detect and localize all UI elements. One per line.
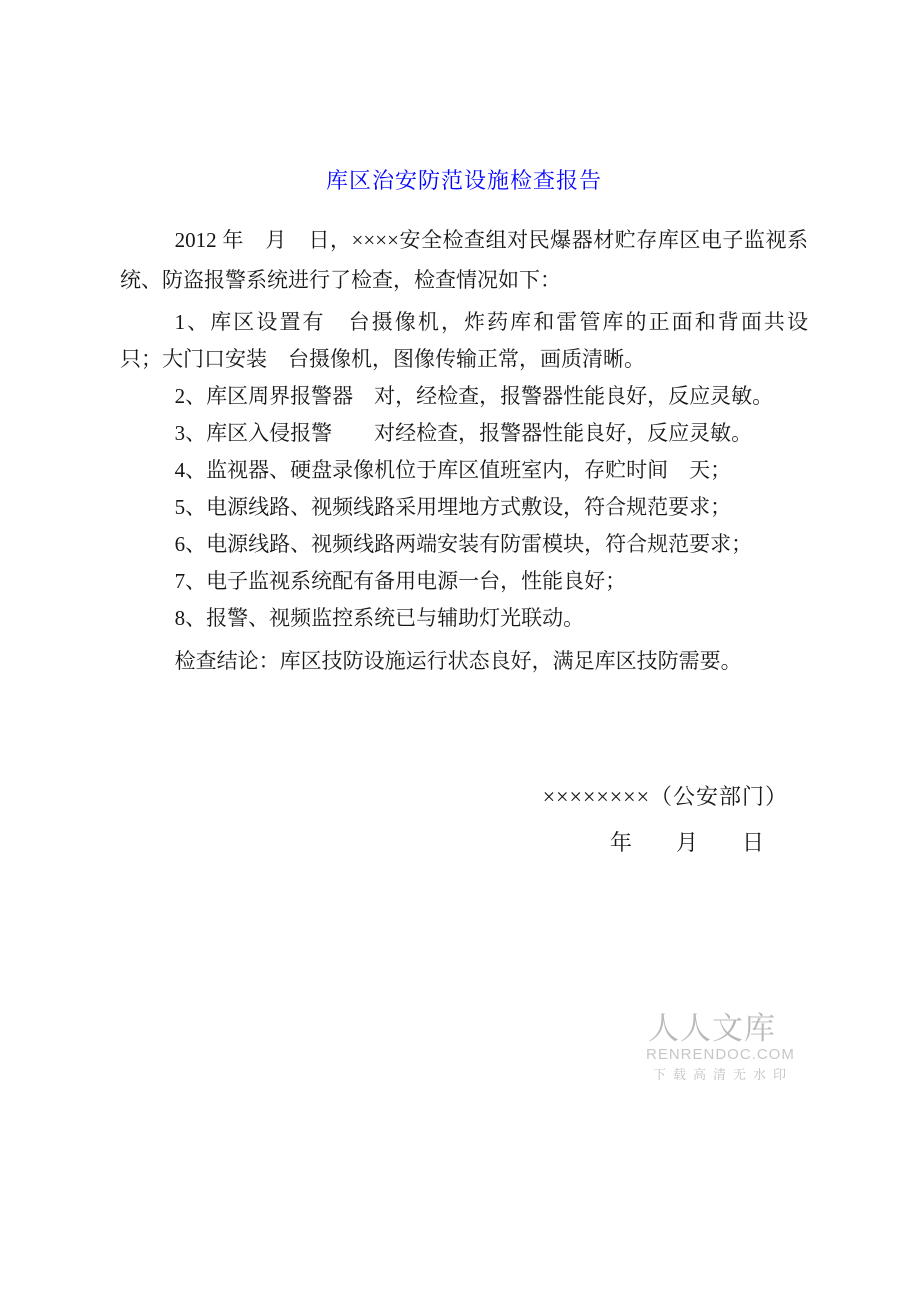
watermark-brand: 人人文库 [648,1011,776,1046]
inspection-item-6: 6、电源线路、视频线路两端安装有防雷模块，符合规范要求； [174,532,753,556]
inspection-item-5: 5、电源线路、视频线路采用埋地方式敷设，符合规范要求； [174,495,732,519]
intro-paragraph: 2012 年 月 日，××××安全检查组对民爆器材贮存库区电子监视系统、防盗报警系统进行了检查，检查情况如下： [120,228,808,292]
inspection-item-2: 2、库区周界报警器 对，经检查，报警器性能良好，反应灵敏。 [174,384,774,408]
conclusion-paragraph: 检查结论：库区技防设施运行状态良好，满足库区技防需要。 [174,649,742,673]
inspection-item-1: 1、库区设置有 台摄像机，炸药库和雷管库的正面和背面共设 只；大门口安装 台摄像机，图像传输正常，画质清晰。 [120,310,829,371]
inspection-item-8: 8、报警、视频监控系统已与辅助灯光联动。 [174,606,585,630]
watermark-slogan: 下载高清无水印 [653,1067,794,1082]
signature-block [120,782,808,858]
watermark-domain: RENRENDOC.COM [646,1046,795,1063]
document-title: 库区治安防范设施检查报告 [325,168,602,193]
signature-line: ××××××××（公安部门） [542,784,788,809]
inspection-items [120,304,829,680]
inspection-item-3: 3、库区入侵报警 对经检查，报警器性能良好，反应灵敏。 [174,421,753,445]
inspection-item-4: 4、监视器、硬盘录像机位于库区值班室内，存贮时间 天； [174,458,732,482]
watermark [646,1011,795,1082]
inspection-item-7: 7、电子监视系统配有备用电源一台，性能良好； [174,569,627,593]
date-line: 年 月 日 [609,830,764,855]
